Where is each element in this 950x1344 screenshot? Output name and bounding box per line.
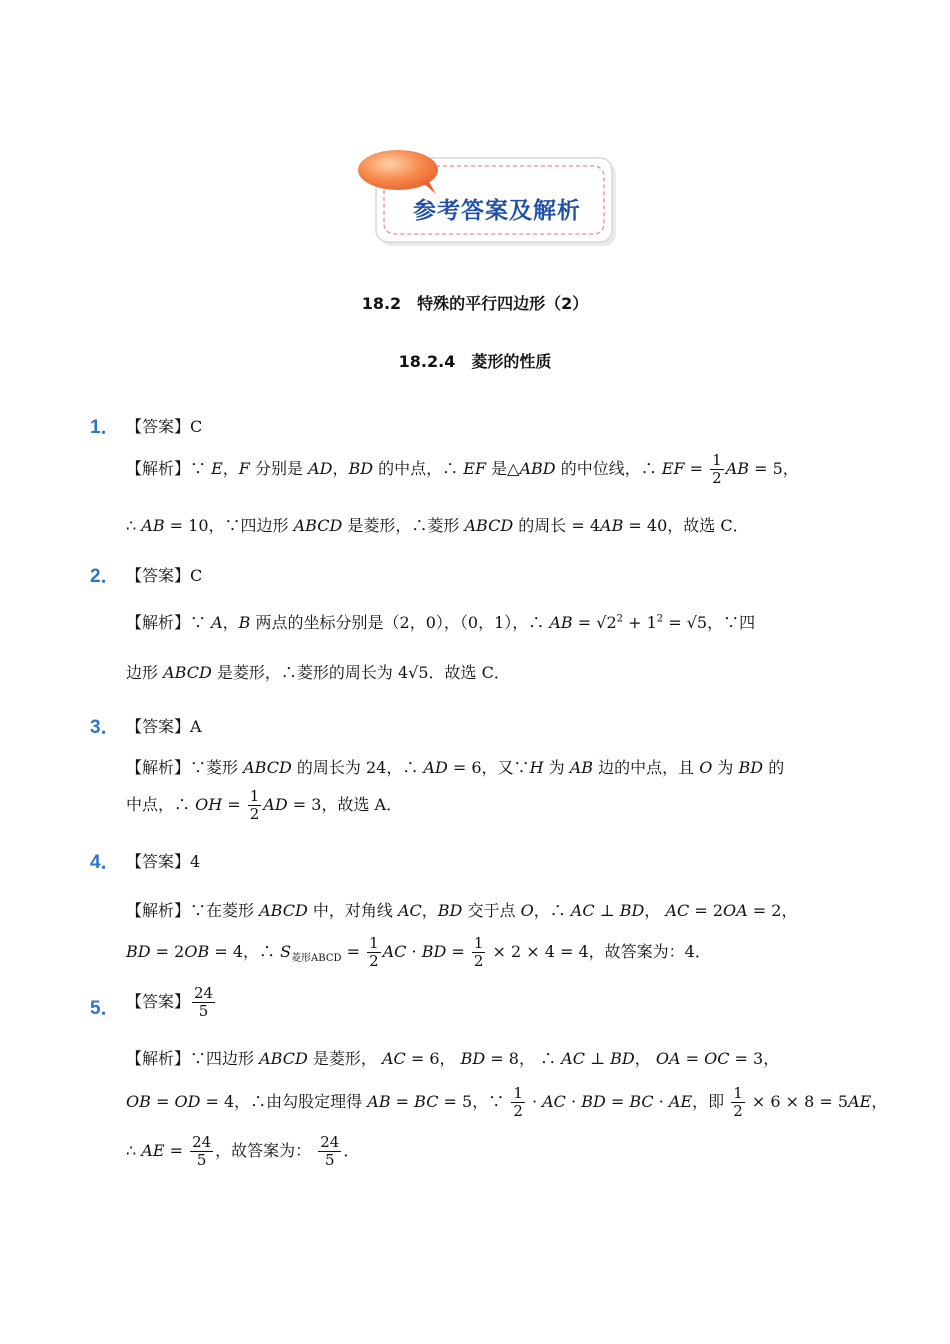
fraction: $\frac{1}{2}$ bbox=[712, 451, 722, 487]
question-5-explanation-line-3: ∴ AE = $\frac{24}{5}$ ，故答案为： $\frac{24}{5}$ ． bbox=[126, 1133, 360, 1169]
fraction: $\frac{1}{2}$ bbox=[473, 934, 484, 970]
question-3-number: 3． bbox=[90, 717, 120, 738]
question-5-answer: 【答案】 $\frac{24}{5}$ bbox=[126, 984, 214, 1020]
fraction: $\frac{1}{2}$ bbox=[733, 1084, 743, 1120]
question-4-explanation-line-2: BD = 2OB = 4，∴ $S_{菱形ABCD}$ = $\frac{1}{2}$ AC · BD = $\frac{1}{2}$ × 2 × 4 = 4，故答案为：4． bbox=[126, 934, 711, 970]
fraction: $\frac{24}{5}$ bbox=[192, 1133, 212, 1169]
question-1-answer: 【答案】C bbox=[126, 417, 203, 436]
fraction: $\frac{24}{5}$ bbox=[320, 1133, 340, 1169]
fraction: $\frac{24}{5}$ bbox=[194, 984, 214, 1020]
fraction: $\frac{1}{2}$ bbox=[369, 934, 379, 970]
question-5-explanation-line-2: OB = OD = 4，∴由勾股定理得 AB = BC = 5，∵ $\frac{1}{2}$ · AC · BD = BC · AE，即 $\frac{1}{2}$ × 6 × 8 = 5AE， bbox=[126, 1084, 888, 1120]
fraction: $\frac{1}{2}$ bbox=[249, 787, 260, 823]
question-4-explanation-line-1: 【解析】∵在菱形 ABCD 中，对角线 AC，BD 交于点 O，∴ AC ⊥ BD， AC = 2OA = 2， bbox=[126, 901, 798, 920]
answer-banner bbox=[356, 148, 618, 250]
question-2-explanation-line-1: 【解析】∵ A，B 两点的坐标分别是（2，0），（0，1），∴ AB = $√2^2 + 1^2 = √5$，∵四 bbox=[126, 613, 756, 632]
question-5-explanation-line-1: 【解析】∵四边形 ABCD 是菱形， AC = 6， BD = 8， ∴ AC ⊥ BD， OA = OC = 3， bbox=[126, 1049, 780, 1068]
subsection-heading: 18.2.4 菱形的性质 bbox=[398, 352, 552, 371]
question-5-number: 5． bbox=[90, 998, 120, 1019]
question-1-explanation-line-1: 【解析】∵ E，F 分别是 AD，BD 的中点，∴ EF 是△ABD 的中位线，∴ EF = $\frac{1}{2}$ AB = 5， bbox=[126, 451, 799, 487]
question-3-answer: 【答案】A bbox=[126, 717, 202, 736]
question-2-number: 2． bbox=[90, 566, 120, 587]
question-4-answer: 【答案】4 bbox=[126, 852, 201, 871]
question-2-explanation-line-2: 边形 ABCD 是菱形，∴菱形的周长为 4√5．故选 C． bbox=[126, 663, 510, 682]
question-4-number: 4． bbox=[90, 852, 120, 873]
question-1-number: 1． bbox=[90, 417, 120, 438]
question-3-explanation-line-1: 【解析】∵菱形 ABCD 的周长为 24，∴ AD = 6，又∵H 为 AB 边的中点，且 O 为 BD 的 bbox=[126, 758, 785, 777]
question-2-answer: 【答案】C bbox=[126, 566, 203, 585]
question-1-explanation-line-2: ∴ AB = 10，∵四边形 ABCD 是菱形，∴菱形 ABCD 的周长 = 4AB = 40，故选 C． bbox=[126, 516, 749, 535]
fraction: $\frac{1}{2}$ bbox=[513, 1084, 523, 1120]
section-heading: 18.2 特殊的平行四边形（2） bbox=[361, 294, 589, 313]
banner-title: 参考答案及解析 bbox=[413, 198, 581, 224]
question-3-explanation-line-2: 中点，∴ OH = $\frac{1}{2}$ AD = 3，故选 A． bbox=[126, 787, 403, 823]
